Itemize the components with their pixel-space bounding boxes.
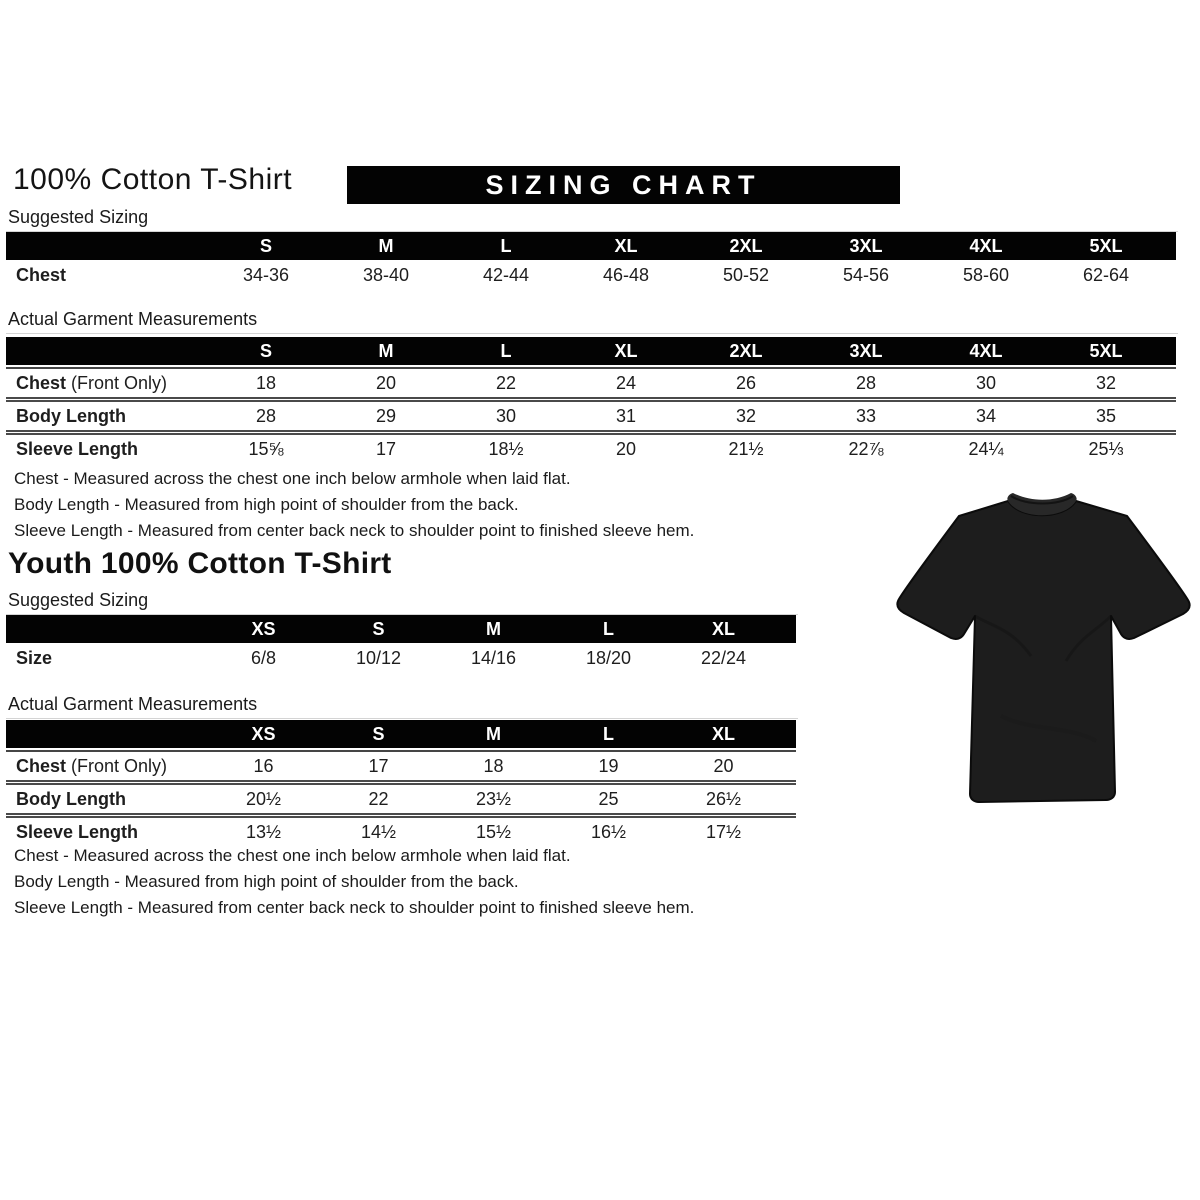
black-tshirt-image bbox=[891, 486, 1197, 808]
measurement-cell: 20 bbox=[375, 372, 397, 393]
size-range-cell: 6/8 bbox=[250, 647, 277, 668]
measurement-cell: 15⅝ bbox=[248, 438, 284, 459]
chest-range-cell: 62-64 bbox=[1082, 264, 1130, 285]
row-label-sleeve-length: Sleeve Length bbox=[16, 821, 139, 842]
size-header-s: S bbox=[372, 723, 385, 744]
adult-suggested-sizing-label: Suggested Sizing bbox=[6, 207, 1178, 232]
measurement-cell: 17½ bbox=[705, 821, 742, 842]
sizing-chart-banner-text: SIZING CHART bbox=[485, 169, 762, 200]
youth-actual-measurements-table bbox=[6, 720, 796, 846]
measurement-cell: 22 bbox=[495, 372, 517, 393]
measurement-cell: 25 bbox=[598, 788, 619, 809]
size-header-m: M bbox=[378, 340, 394, 361]
measurement-cell: 25⅓ bbox=[1088, 438, 1124, 459]
row-label-body-length: Body Length bbox=[16, 405, 126, 426]
measurement-cell: 16½ bbox=[590, 821, 627, 842]
tshirt-photo bbox=[891, 486, 1197, 808]
youth-chest-measure-row bbox=[6, 750, 796, 780]
size-header-s: S bbox=[259, 235, 272, 256]
size-header-l: L bbox=[500, 235, 512, 256]
adult-actual-header-row bbox=[6, 337, 1176, 365]
note-sleeve: Sleeve Length - Measured from center back neck to shoulder point to finished sleeve hem. bbox=[14, 521, 695, 540]
measurement-cell: 18 bbox=[255, 372, 277, 393]
measurement-cell: 14½ bbox=[360, 821, 397, 842]
adult-chest-range-row bbox=[6, 260, 1176, 290]
size-header-m: M bbox=[378, 235, 394, 256]
chest-range-cell: 42-44 bbox=[482, 264, 530, 285]
measurement-cell: 32 bbox=[1095, 372, 1117, 393]
chest-range-cell: 38-40 bbox=[362, 264, 410, 285]
sizing-chart-banner bbox=[347, 166, 900, 204]
size-header-5xl: 5XL bbox=[1089, 235, 1123, 256]
size-header-4xl: 4XL bbox=[969, 235, 1003, 256]
measurement-cell: 22 bbox=[368, 788, 389, 809]
measurement-cell: 26 bbox=[735, 372, 757, 393]
chest-range-cell: 34-36 bbox=[242, 264, 290, 285]
adult-actual-measurements-table bbox=[6, 337, 1176, 463]
row-label-chest-front-only: Chest (Front Only) bbox=[16, 755, 168, 776]
measurement-cell: 26½ bbox=[705, 788, 742, 809]
note-body: Body Length - Measured from high point of shoulder from the back. bbox=[14, 495, 519, 514]
size-header-l: L bbox=[500, 340, 512, 361]
youth-actual-header-row bbox=[6, 720, 796, 748]
measurement-cell: 20 bbox=[615, 438, 637, 459]
row-label-chest-front-only: Chest (Front Only) bbox=[16, 372, 168, 393]
measurement-cell: 18½ bbox=[488, 438, 524, 459]
size-header-5xl: 5XL bbox=[1089, 340, 1123, 361]
measurement-cell: 20½ bbox=[245, 788, 282, 809]
measurement-cell: 21½ bbox=[728, 438, 764, 459]
size-range-cell: 14/16 bbox=[470, 647, 517, 668]
size-header-2xl: 2XL bbox=[729, 340, 763, 361]
page-title: 100% Cotton T-Shirt bbox=[13, 163, 293, 196]
size-header-xl: XL bbox=[711, 723, 735, 744]
size-header-m: M bbox=[486, 723, 501, 744]
size-range-cell: 18/20 bbox=[585, 647, 632, 668]
youth-sleeve-length-row bbox=[6, 813, 796, 846]
adult-sleeve-length-row bbox=[6, 430, 1176, 463]
note-chest: Chest - Measured across the chest one inch below armhole when laid flat. bbox=[14, 469, 571, 488]
size-header-2xl: 2XL bbox=[729, 235, 763, 256]
measurement-cell: 35 bbox=[1095, 405, 1117, 426]
chest-range-cell: 54-56 bbox=[842, 264, 890, 285]
size-header-xl: XL bbox=[614, 235, 638, 256]
row-label-body-length: Body Length bbox=[16, 788, 126, 809]
measurement-cell: 33 bbox=[855, 405, 877, 426]
measurement-cell: 29 bbox=[375, 405, 397, 426]
youth-size-row bbox=[6, 643, 796, 673]
size-header-s: S bbox=[372, 618, 385, 639]
measurement-cell: 19 bbox=[598, 755, 619, 776]
measurement-cell: 17 bbox=[368, 755, 389, 776]
measurement-cell: 31 bbox=[615, 405, 637, 426]
size-header-xl: XL bbox=[711, 618, 735, 639]
row-label-sleeve-length: Sleeve Length bbox=[16, 438, 139, 459]
youth-suggested-header-row bbox=[6, 615, 796, 643]
size-header-4xl: 4XL bbox=[969, 340, 1003, 361]
youth-actual-measurements-label: Actual Garment Measurements bbox=[6, 694, 798, 719]
adult-measurement-notes bbox=[13, 466, 694, 544]
measurement-cell: 20 bbox=[713, 755, 734, 776]
size-header-3xl: 3XL bbox=[849, 235, 883, 256]
measurement-cell: 23½ bbox=[475, 788, 512, 809]
size-range-cell: 10/12 bbox=[355, 647, 402, 668]
adult-body-length-row bbox=[6, 397, 1176, 430]
measurement-cell: 18 bbox=[483, 755, 504, 776]
measurement-cell: 34 bbox=[975, 405, 997, 426]
size-header-xl: XL bbox=[614, 340, 638, 361]
size-header-m: M bbox=[486, 618, 501, 639]
measurement-cell: 13½ bbox=[245, 821, 282, 842]
measurement-cell: 30 bbox=[495, 405, 517, 426]
note-body: Body Length - Measured from high point of shoulder from the back. bbox=[14, 872, 519, 891]
adult-chest-measure-row bbox=[6, 367, 1176, 397]
measurement-cell: 15½ bbox=[475, 821, 512, 842]
chest-range-cell: 46-48 bbox=[602, 264, 650, 285]
row-label-chest: Chest bbox=[16, 264, 67, 285]
measurement-cell: 32 bbox=[735, 405, 757, 426]
size-header-xs: XS bbox=[251, 618, 276, 639]
measurement-cell: 30 bbox=[975, 372, 997, 393]
measurement-cell: 28 bbox=[855, 372, 877, 393]
measurement-cell: 16 bbox=[253, 755, 274, 776]
youth-body-length-row bbox=[6, 780, 796, 813]
measurement-cell: 17 bbox=[375, 438, 397, 459]
measurement-cell: 24 bbox=[615, 372, 637, 393]
adult-suggested-sizing-table bbox=[6, 232, 1176, 290]
chest-range-cell: 58-60 bbox=[962, 264, 1010, 285]
size-header-l: L bbox=[603, 618, 614, 639]
measurement-cell: 28 bbox=[255, 405, 277, 426]
size-header-3xl: 3XL bbox=[849, 340, 883, 361]
youth-section-title: Youth 100% Cotton T-Shirt bbox=[8, 547, 392, 580]
youth-suggested-sizing-label: Suggested Sizing bbox=[6, 590, 798, 615]
youth-suggested-sizing-table bbox=[6, 615, 796, 673]
size-header-s: S bbox=[259, 340, 272, 361]
row-label-size: Size bbox=[16, 647, 53, 668]
chest-range-cell: 50-52 bbox=[722, 264, 770, 285]
measurement-cell: 24¼ bbox=[968, 438, 1004, 459]
adult-suggested-header-row bbox=[6, 232, 1176, 260]
adult-actual-measurements-label: Actual Garment Measurements bbox=[6, 309, 1178, 334]
measurement-cell: 22⅞ bbox=[848, 438, 884, 459]
size-header-l: L bbox=[603, 723, 614, 744]
note-sleeve: Sleeve Length - Measured from center back neck to shoulder point to finished sleeve hem. bbox=[14, 898, 695, 917]
size-range-cell: 22/24 bbox=[700, 647, 747, 668]
size-header-xs: XS bbox=[251, 723, 276, 744]
note-chest: Chest - Measured across the chest one inch below armhole when laid flat. bbox=[14, 846, 571, 865]
youth-measurement-notes bbox=[13, 843, 694, 921]
